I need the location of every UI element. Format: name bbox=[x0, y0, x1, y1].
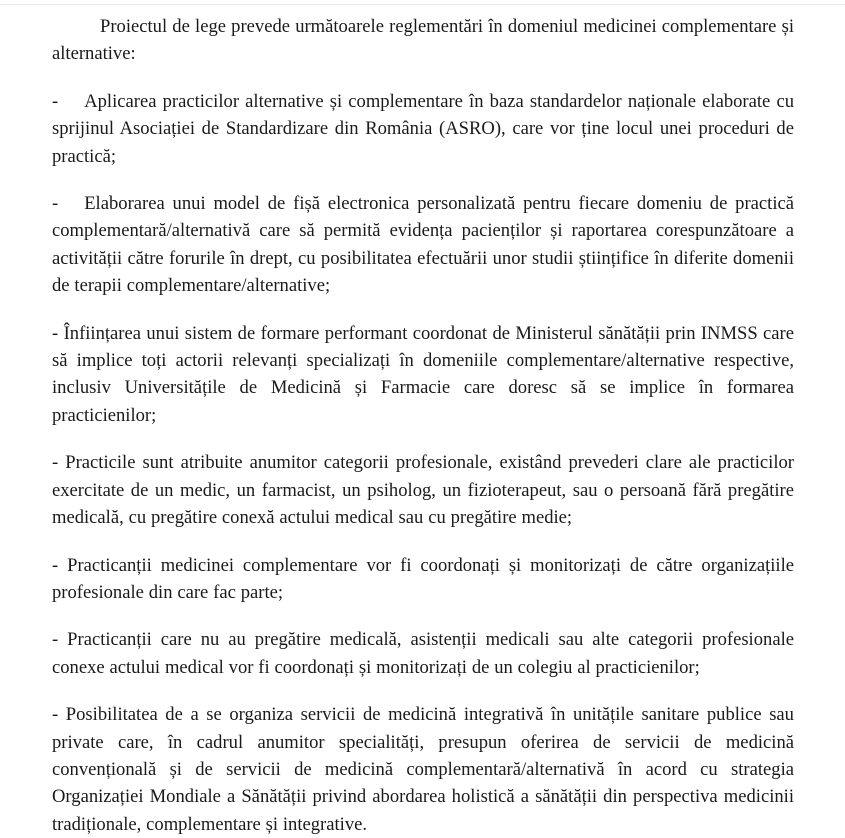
paragraph-text: Practicile sunt atribuite anumitor categorii profesionale, existând prevederi clare ale practicilor exercitate de un medic, un farmacist, un psiholog, un fizioterapeut, sau o persoană fără pregătire medicală, cu pregătire conexă actului medical sau cu pregătire medie; bbox=[52, 452, 794, 529]
list-item-6 bbox=[52, 626, 794, 681]
paragraph-intro bbox=[52, 13, 794, 68]
paragraph-text: Elaborarea unui model de fișă electronica personalizată pentru fiecare domeniu de practică complementară/alternativă care să permită evidența pacienților și raportarea corespunzătoare a activității către forurile în drept, cu posibilitatea efectuării unor studii științifice în diferite domenii de terapii complementare/alternative; bbox=[52, 193, 794, 297]
paragraph-text: Proiectul de lege prevede următoarele reglementări în domeniul medicinei complementare și alternative: bbox=[52, 16, 794, 65]
list-dash: - bbox=[52, 322, 59, 344]
list-item-2 bbox=[52, 190, 794, 300]
list-dash: - bbox=[52, 704, 59, 726]
list-item-3 bbox=[52, 320, 794, 430]
list-dash: - bbox=[52, 193, 59, 215]
list-dash: - bbox=[52, 629, 59, 651]
list-item-5 bbox=[52, 552, 794, 607]
paragraph-text: Aplicarea practicilor alternative și complementare în baza standardelor naționale elaborate cu sprijinul Asociației de Standardizare din România (ASRO), care vor ține locul unei proceduri de practică; bbox=[52, 90, 794, 167]
document-text-body bbox=[52, 13, 794, 838]
paragraph-text: Înființarea unui sistem de formare performant coordonat de Ministerul sănătății prin INMSS care să implice toți actorii relevanți specializați în domeniile complementare/alternative respective, inclusiv Universitățile de Medicină și Farmacie care doresc să se implice în formarea practicienilor; bbox=[52, 322, 794, 426]
page-top-rule bbox=[0, 4, 845, 5]
list-item-4 bbox=[52, 449, 794, 531]
list-dash: - bbox=[52, 554, 59, 576]
list-item-7 bbox=[52, 701, 794, 838]
list-item-1 bbox=[52, 88, 794, 170]
list-dash: - bbox=[52, 90, 59, 112]
paragraph-text: Practicanții medicinei complementare vor fi coordonați și monitorizați de către organizațiile profesionale din care fac parte; bbox=[52, 554, 795, 603]
list-dash: - bbox=[52, 452, 59, 474]
paragraph-text: Practicanții care nu au pregătire medicală, asistenții medicali sau alte categorii profesionale conexe actului medical vor fi coordonați și monitorizați de un colegiu al practicienilor; bbox=[52, 629, 794, 678]
paragraph-text: Posibilitatea de a se organiza servicii de medicină integrativă în unitățile sanitare publice sau private care, în cadrul anumitor specialități, presupun oferirea de servicii de medicină convențională și de servicii de medicină complementară/alternativă în acord cu strategia Organizației Mondiale a Sănătății privind abordarea holistică a sănătății din perspectiva medicinii tradiționale, complementare și integrative. bbox=[52, 704, 794, 835]
